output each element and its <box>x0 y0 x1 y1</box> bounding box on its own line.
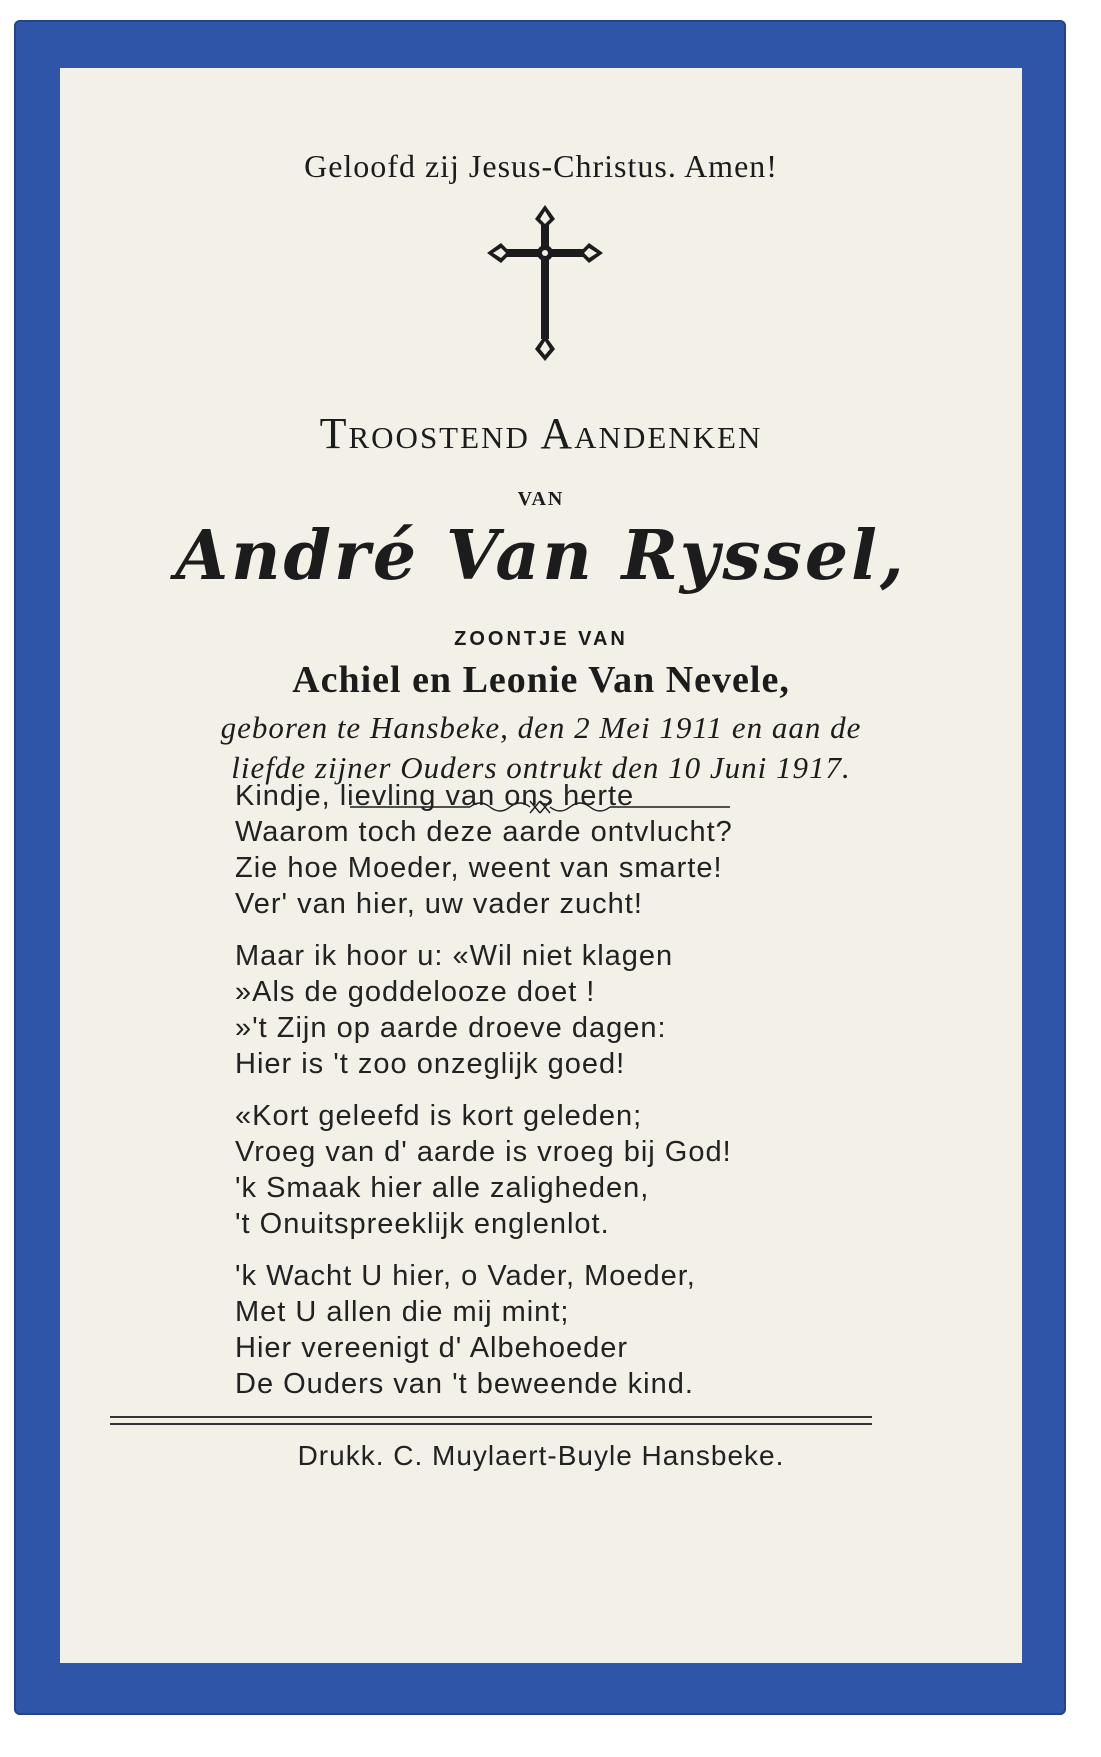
poem-line: Hier is 't zoo onzeglijk goed! <box>235 1048 626 1080</box>
poem-line: 't Onuitspreeklijk englenlot. <box>235 1208 610 1240</box>
poem-line: Ver' van hier, uw vader zucht! <box>235 888 643 920</box>
footer-divider <box>110 1416 872 1418</box>
poem-line: »'t Zijn op aarde droeve dagen: <box>235 1012 667 1044</box>
printer-credit: Drukk. C. Muylaert-Buyle Hansbeke. <box>297 1440 785 1471</box>
poem-line: Waarom toch deze aarde ontvlucht? <box>235 816 733 848</box>
poem-line: »Als de goddelooze doet ! <box>235 976 596 1008</box>
poem-line: Hier vereenigt d' Albehoeder <box>235 1332 629 1364</box>
card-panel <box>60 68 1022 1663</box>
poem-line: De Ouders van 't beweende kind. <box>235 1368 694 1400</box>
death-line: liefde zijner Ouders ontrukt den 10 Juni 1917. <box>231 750 851 785</box>
memorial-title: Troostend Aandenken <box>319 409 763 458</box>
poem-line: Kindje, lievling van ons herte <box>235 780 635 812</box>
son-of-label: ZOONTJE VAN <box>454 628 628 650</box>
poem-line: 'k Wacht U hier, o Vader, Moeder, <box>235 1260 696 1292</box>
poem-line: Maar ik hoor u: «Wil niet klagen <box>235 940 674 972</box>
memorial-card <box>14 20 1066 1715</box>
header-text: Geloofd zij Jesus-Christus. Amen! <box>304 148 778 184</box>
deceased-name: André Van Ryssel, <box>175 516 907 596</box>
poem-line: Zie hoe Moeder, weent van smarte! <box>235 852 723 884</box>
birth-line: geboren te Hansbeke, den 2 Mei 1911 en aan de <box>220 710 862 745</box>
poem-line: Vroeg van d' aarde is vroeg bij God! <box>235 1136 732 1168</box>
poem-line: 'k Smaak hier alle zaligheden, <box>235 1172 650 1204</box>
footer-divider <box>110 1423 872 1425</box>
poem-line: Met U allen die mij mint; <box>235 1296 570 1328</box>
cross-icon <box>485 203 605 363</box>
poem-line: «Kort geleefd is kort geleden; <box>235 1100 643 1132</box>
parents-names: Achiel en Leonie Van Nevele, <box>292 659 790 701</box>
van-label: VAN <box>517 488 565 510</box>
